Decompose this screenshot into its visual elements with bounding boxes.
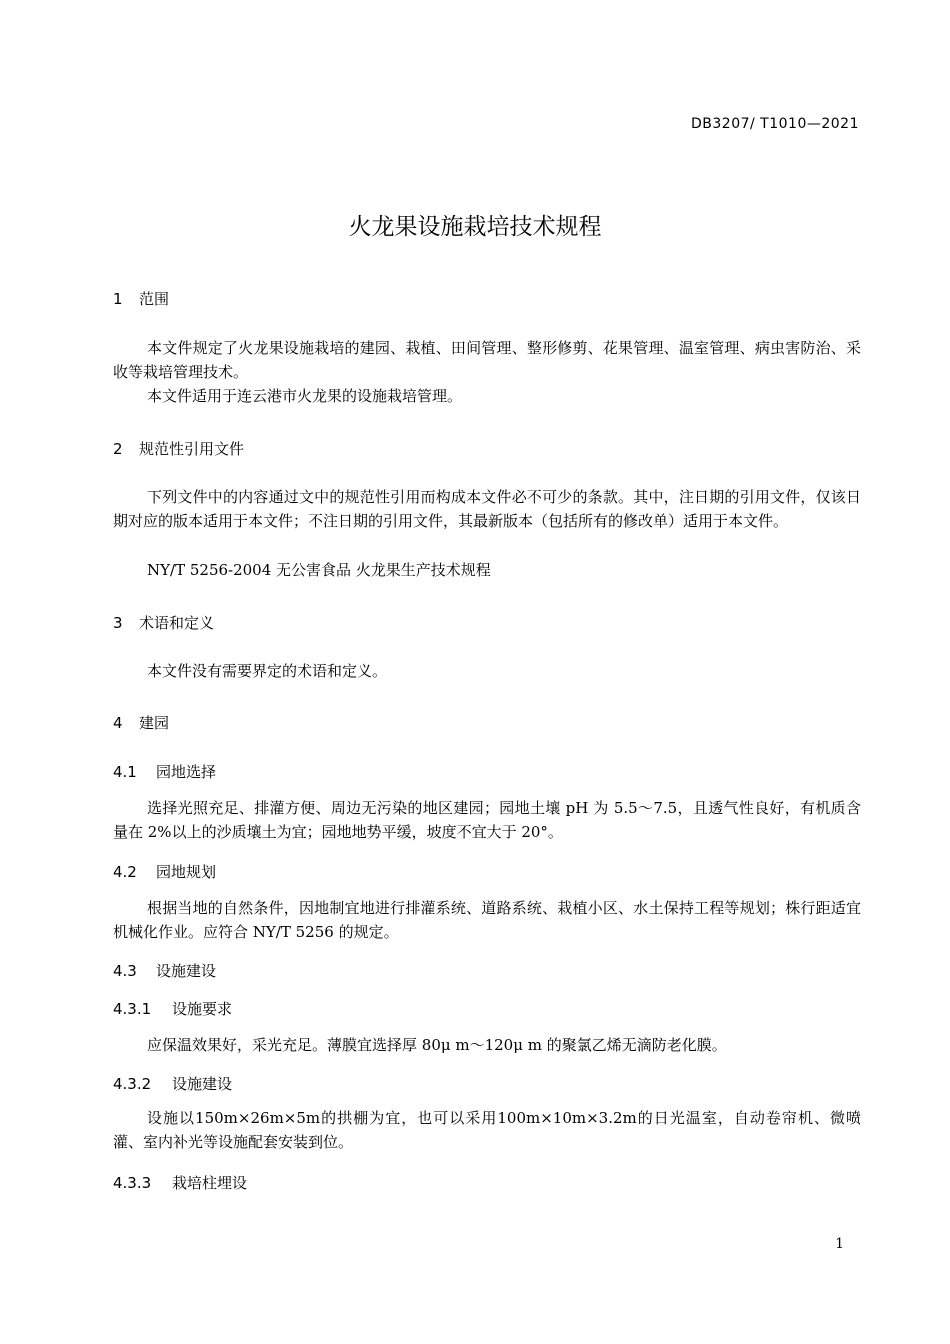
document-code: DB3207/ T1010—2021 bbox=[691, 116, 859, 132]
section-title: 设施建设 bbox=[156, 962, 217, 980]
section-number: 4.3.1 bbox=[113, 1000, 152, 1018]
document-title: 火龙果设施栽培技术规程 bbox=[348, 214, 602, 240]
paragraph: 根据当地的自然条件，因地制宜地进行排灌系统、道路系统、栽植小区、水土保持工程等规划；株行距适宜机械化作业。应符合 NY/T 5256 的规定。 bbox=[113, 899, 861, 941]
section-heading-4-1 bbox=[113, 761, 216, 782]
section-number: 4.1 bbox=[113, 763, 137, 781]
paragraph: 本文件没有需要界定的术语和定义。 bbox=[147, 662, 388, 680]
section-heading-2 bbox=[113, 438, 244, 459]
section-title: 设施要求 bbox=[172, 1000, 233, 1018]
section-heading-4-3 bbox=[113, 960, 216, 981]
section-heading-4 bbox=[113, 712, 169, 733]
section-heading-4-2 bbox=[113, 861, 216, 882]
section-number: 4.3.2 bbox=[113, 1075, 152, 1093]
section-number: 1 bbox=[113, 290, 123, 308]
section-title: 规范性引用文件 bbox=[139, 440, 245, 458]
section-number: 2 bbox=[113, 440, 123, 458]
section-title: 范围 bbox=[139, 290, 170, 308]
paragraph: 应保温效果好，采光充足。薄膜宜选择厚 80μ m～120μ m 的聚氯乙烯无滴防老化膜。 bbox=[147, 1036, 727, 1054]
section-number: 4.3.3 bbox=[113, 1174, 152, 1192]
section-number: 4.2 bbox=[113, 863, 137, 881]
section-title: 建园 bbox=[139, 714, 170, 732]
page-number: 1 bbox=[835, 1236, 844, 1252]
paragraph: 设施以150m×26m×5m的拱棚为宜，也可以采用100m×10m×3.2m的日光温室，自动卷帘机、微喷灌、室内补光等设施配套安装到位。 bbox=[113, 1109, 861, 1151]
section-title: 园地规划 bbox=[156, 863, 217, 881]
section-number: 4 bbox=[113, 714, 123, 732]
section-number: 3 bbox=[113, 614, 123, 632]
section-number: 4.3 bbox=[113, 962, 137, 980]
section-heading-3 bbox=[113, 612, 214, 633]
section-heading-4-3-1 bbox=[113, 998, 232, 1019]
paragraph: 选择光照充足、排灌方便、周边无污染的地区建园；园地土壤 pH 为 5.5～7.5，且透气性良好，有机质含量在 2%以上的沙质壤土为宜；园地地势平缓，坡度不宜大于 20°。 bbox=[113, 799, 861, 841]
section-title: 术语和定义 bbox=[139, 614, 215, 632]
section-title: 栽培柱埋设 bbox=[172, 1174, 248, 1192]
section-heading-4-3-3 bbox=[113, 1172, 247, 1193]
section-title: 设施建设 bbox=[172, 1075, 233, 1093]
section-heading-4-3-2 bbox=[113, 1073, 232, 1094]
reference-entry: NY/T 5256-2004 无公害食品 火龙果生产技术规程 bbox=[147, 561, 491, 579]
paragraph: 本文件规定了火龙果设施栽培的建园、栽植、田间管理、整形修剪、花果管理、温室管理、病虫害防治、采收等栽培管理技术。 bbox=[113, 339, 861, 381]
paragraph: 本文件适用于连云港市火龙果的设施栽培管理。 bbox=[147, 387, 463, 405]
section-heading-1 bbox=[113, 288, 169, 309]
section-title: 园地选择 bbox=[156, 763, 217, 781]
paragraph: 下列文件中的内容通过文中的规范性引用而构成本文件必不可少的条款。其中，注日期的引用文件，仅该日期对应的版本适用于本文件；不注日期的引用文件，其最新版本（包括所有的修改单）适用于本文件。 bbox=[113, 488, 861, 530]
